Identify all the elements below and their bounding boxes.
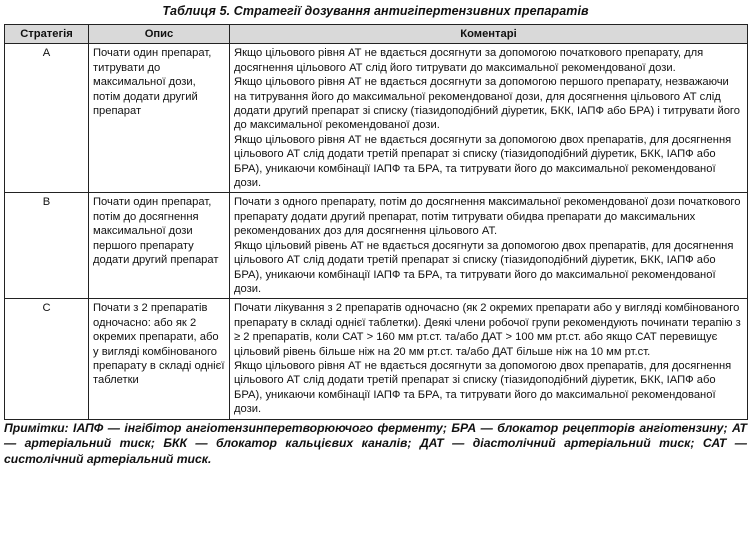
table-row <box>5 299 748 419</box>
table-notes: Примітки: ІАПФ — інгібітор ангіотензинперетворюючого ферменту; БРА — блокатор рецепторів ангіотензину; АТ — артеріальний тиск; БКК — блокатор кальцієвих каналів; ДАТ — діастолічний артеріальний тиск; САТ — систолічний артеріальний тиск. <box>4 420 747 466</box>
strategy-cell: B <box>5 193 89 299</box>
comments-cell <box>230 193 748 299</box>
strategy-cell: C <box>5 299 89 419</box>
strategy-cell: A <box>5 44 89 193</box>
table-title: Таблиця 5. Стратегії дозування антигіпертензивних препаратів <box>162 4 589 18</box>
comment-paragraph: Якщо цільового рівня АТ не вдається досягнути за допомогою початкового препарату, для досягнення цільового АТ слід його титрувати до максимальної рекомендованої дози. <box>234 47 704 74</box>
comment-paragraph: Якщо цільового рівня АТ не вдається досягнути за допомогою двох препаратів, для досягнення цільового АТ слід додати третій препарат зі списку (тіазидоподібний діуретик, БКК, ІАПФ або БРА), уникаючи комбінації ІАПФ та БРА, та титрувати його до максимальної рекомендованої дози. <box>234 133 732 190</box>
description-cell: Почати один препарат, потім до досягнення максимальної дози першого препарату додати другий препарат <box>89 193 230 299</box>
header-description: Опис <box>89 25 230 44</box>
header-comments: Коментарі <box>230 25 748 44</box>
comment-paragraph: Якщо цільового рівня АТ не вдається досягнути за допомогою першого препарату, незважаючи на титрування його до максимальної рекомендованої дози, для досягнення цільового АТ слід додати другий препарат зі списку (тіазидоподібний діуретик, БКК, ІАПФ або БРА) і титрувати його до максимальної рекомендованої дози. <box>234 76 740 132</box>
comment-paragraph: Якщо цільовий рівень АТ не вдається досягнути за допомогою двох препаратів, для досягнення цільового АТ слід додати третій препарат зі списку (тіазидоподібний діуретик, БКК, ІАПФ або БРА), уникаючи комбінації ІАПФ та БРА, та титрувати його до максимальної рекомендованої дози. <box>234 239 734 295</box>
description-cell: Почати один препарат, титрувати до максимальної дози, потім додати другий препарат <box>89 44 230 193</box>
comment-paragraph: Почати з одного препарату, потім до досягнення максимальної рекомендованої дози початкового препарату додати другий препарат, потім титрувати обидва препарати до максимальних рекомендованих доз для досягнення цільового АТ. <box>234 196 741 238</box>
comment-paragraph: Якщо цільового рівня АТ не вдається досягнути за допомогою двох препаратів, для досягнення цільового АТ слід додати третій препарат зі списку (тіазидоподібний діуретик, БКК, ІАПФ або БРА), уникаючи комбінації ІАПФ та БРА, та титрувати його до максимальної рекомендованої дози. <box>234 359 732 416</box>
header-strategy: Стратегія <box>5 25 89 44</box>
table-header-row <box>5 25 748 44</box>
comment-paragraph: Почати лікування з 2 препаратів одночасно (як 2 окремих препарати або у вигляді комбінованого препарату в складі однієї таблетки). Деякі члени робочої групи рекомендують починати терапію з ≥ 2 препаратів, коли САТ > 160 мм рт.ст. та/або ДАТ > 100 мм рт.ст. або якщо САТ перевищує цільовий рівень більше ніж на 20 мм рт.ст. та/або ДАТ більше ніж на 10 мм рт.ст. <box>234 302 741 358</box>
table-row <box>5 193 748 299</box>
strategies-table <box>4 24 748 420</box>
description-cell: Почати з 2 препаратів одночасно: або як 2 окремих препарати, або у вигляді комбінованого препарату в складі однієї таблетки <box>89 299 230 419</box>
comments-cell <box>230 299 748 419</box>
document-page <box>4 0 747 467</box>
comments-cell <box>230 44 748 193</box>
table-row <box>5 44 748 193</box>
